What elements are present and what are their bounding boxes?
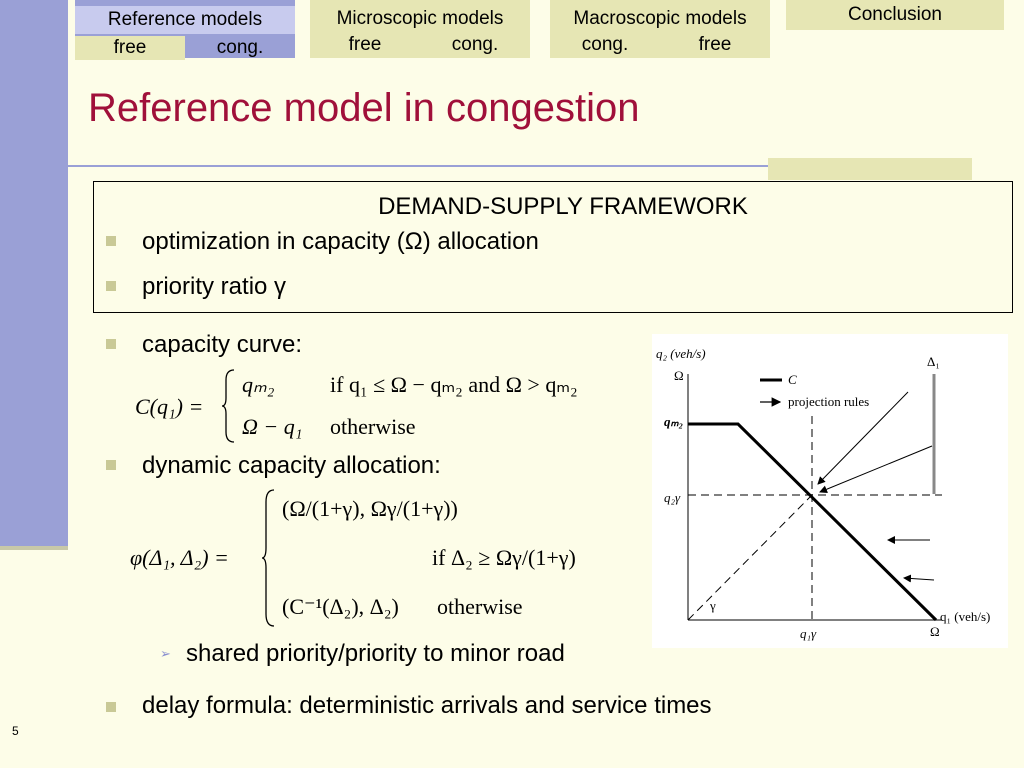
capacity-case2-cond: otherwise <box>330 414 416 439</box>
box-bullet: optimization in capacity (Ω) allocation <box>142 228 539 255</box>
capacity-brace <box>222 368 238 444</box>
tab-sub-cong[interactable]: cong. <box>216 37 264 58</box>
x-tick-q1gamma: q₁γ <box>800 626 817 641</box>
tab-sub-free[interactable]: free <box>698 34 732 55</box>
x-tick-omega: Ω <box>930 624 940 639</box>
bullet-marker <box>106 281 116 291</box>
bullet-marker <box>106 236 116 246</box>
tab-microscopic-models[interactable] <box>310 0 530 58</box>
capacity-case1: qₘ₂ <box>242 372 275 397</box>
gamma-line <box>688 495 812 620</box>
slide-title: Reference model in congestion <box>88 86 640 130</box>
allocation-case2-cond: otherwise <box>437 594 523 619</box>
capacity-case2: Ω − q₁ <box>242 414 303 439</box>
tab-reference-models[interactable] <box>75 0 295 58</box>
tab-title: Reference models <box>75 6 295 34</box>
tab-conclusion[interactable] <box>786 0 1004 30</box>
bullet-capacity: capacity curve: <box>142 331 303 358</box>
x-axis-label: q₁ (veh/s) <box>940 609 991 624</box>
gamma-label: γ <box>710 598 716 613</box>
rule-accent <box>768 158 972 180</box>
tab-sub-free[interactable]: free <box>75 36 185 60</box>
sidebar-band <box>0 0 68 546</box>
framework-title: DEMAND-SUPPLY FRAMEWORK <box>378 193 748 220</box>
tab-macroscopic-models[interactable] <box>550 0 770 58</box>
y-tick-omega: Ω <box>674 368 684 383</box>
sidebar-edge <box>0 546 68 550</box>
tab-title: Conclusion <box>848 4 942 25</box>
tab-title: Microscopic models <box>336 8 504 29</box>
projection-arrow <box>904 578 934 580</box>
y-axis-label: q₂ (veh/s) <box>656 346 706 361</box>
tab-sub-free[interactable]: free <box>348 34 382 55</box>
allocation-brace <box>262 488 278 628</box>
legend-projection: projection rules <box>788 394 870 409</box>
tab-sub-cong[interactable]: cong. <box>581 34 629 55</box>
projection-arrow <box>820 446 932 492</box>
box-bullet: priority ratio γ <box>142 273 287 300</box>
page-number: 5 <box>12 724 19 738</box>
allocation-lhs: φ(Δ₁, Δ₂) = <box>130 545 229 570</box>
tab-sub-cong[interactable]: cong. <box>451 34 499 55</box>
sub-bullet: shared priority/priority to minor road <box>186 640 565 667</box>
y-tick-qm2: qₘ₂ <box>664 414 684 429</box>
bullet-allocation: dynamic capacity allocation: <box>142 452 441 479</box>
bullet-delay: delay formula: deterministic arrivals and service times <box>142 692 712 719</box>
y-tick-q2gamma: q₂γ <box>664 490 681 505</box>
bullet-marker <box>106 460 116 470</box>
allocation-case2: (C⁻¹(Δ₂), Δ₂) <box>282 594 399 619</box>
capacity-diagram <box>652 334 1008 648</box>
bullet-marker <box>106 339 116 349</box>
capacity-case1-cond: if q₁ ≤ Ω − qₘ₂ and Ω > qₘ₂ <box>330 372 578 397</box>
sub-bullet-arrow-icon: ➢ <box>160 646 171 661</box>
tab-title: Macroscopic models <box>573 8 747 29</box>
allocation-case1-cond: if Δ₂ ≥ Ωγ/(1+γ) <box>432 545 576 570</box>
capacity-lhs: C(q₁) = <box>135 394 204 419</box>
legend-c: C <box>788 372 797 387</box>
delta1-label: Δ₁ <box>927 354 940 369</box>
bullet-marker <box>106 702 116 712</box>
allocation-case1: (Ω/(1+γ), Ωγ/(1+γ)) <box>282 496 458 521</box>
